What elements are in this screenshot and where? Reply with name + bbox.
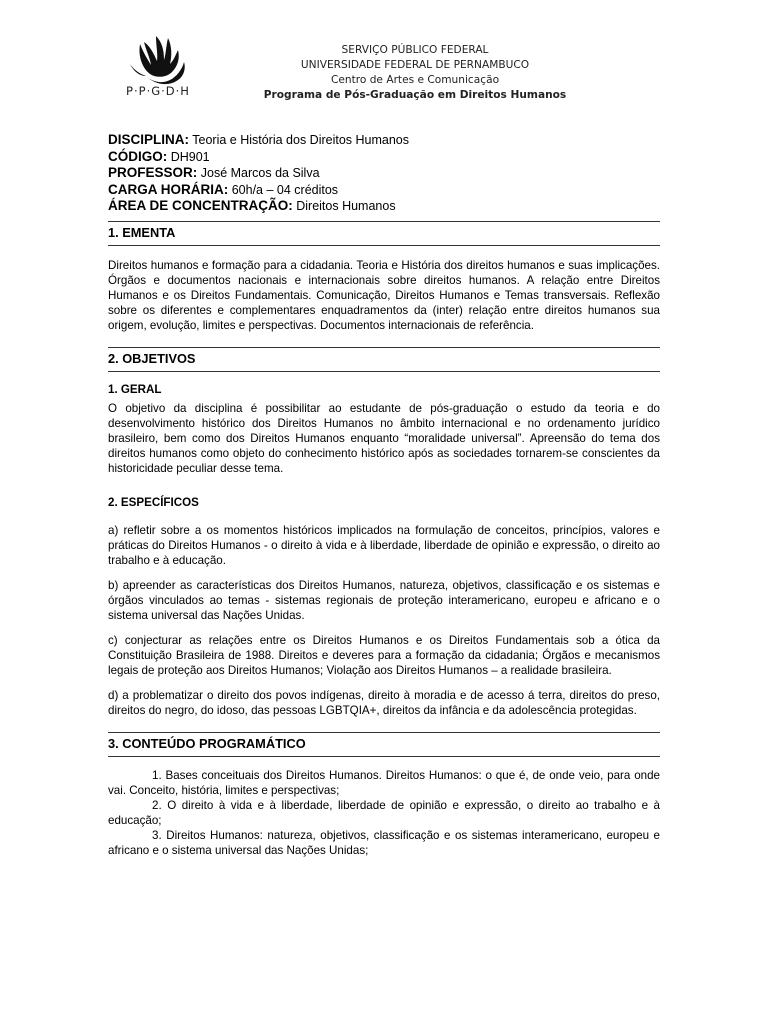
header-line-1: SERVIÇO PÚBLICO FEDERAL <box>341 44 489 56</box>
hand-logo-icon <box>126 34 190 86</box>
header-line-4: Programa de Pós-Graduação em Direitos Humanos <box>263 89 567 101</box>
header-line-2: UNIVERSIDADE FEDERAL DE PERNAMBUCO <box>300 59 530 71</box>
conteudo-item: 1. Bases conceituais dos Direitos Humanos. Direitos Humanos: o que é, de onde veio, para onde vai. Conceito, história, limites e perspectivas; <box>108 769 660 797</box>
professor-value: José Marcos da Silva <box>197 166 320 180</box>
ementa-text: Direitos humanos e formação para a cidadania. Teoria e História dos direitos humanos e suas implicações. Órgãos e documentos nacionais e internacionais sobre direitos humanos. A relação entre Direitos Humanos e os Direitos Fundamentais. Comunicação, Direitos Humanos e Temas transversais. Reflexão sobre os diferentes e complementares enquadramentos da (inter) relação entre direitos humanos sua origem, evolução, limites e perspectivas. Documentos internacionais de referência. <box>108 259 660 332</box>
carga-label: CARGA HORÁRIA: <box>108 181 229 197</box>
disciplina-value: Teoria e História dos Direitos Humanos <box>189 133 410 147</box>
info-codigo <box>108 149 668 166</box>
area-value: Direitos Humanos <box>292 199 396 213</box>
especifico-item: c) conjecturar as relações entre os Direitos Humanos e os Direitos Fundamentais sob a ótica da Constituição Brasileira de 1988. Direitos e deveres para a formação da cidadania; Órgãos e mecanismos legais de proteção aos Direitos Humanos; Violação aos Direitos Humanos – a realidade brasileira. <box>108 634 660 677</box>
section-title-conteudo: 3. CONTEÚDO PROGRAMÁTICO <box>108 732 660 757</box>
geral-text: O objetivo da disciplina é possibilitar ao estudante de pós-graduação o estudo da teoria e do desenvolvimento histórico dos Direitos Humanos no âmbito internacional e no ordenamento jurídico brasileiro, bem como dos Direitos Humanos enquanto “moralidade universal”. Apreensão do tema dos direitos humanos como objeto do conhecimento histórico após as sociedades tornarem-se conscientes da historicidade peculiar desse tema. <box>108 402 660 475</box>
institution-header <box>250 43 580 103</box>
subsection-especificos: 2. ESPECÍFICOS <box>108 496 199 509</box>
logo-text: P·P·G·D·H <box>126 84 190 98</box>
info-area <box>108 198 668 215</box>
conteudo-item: 3. Direitos Humanos: natureza, objetivos, classificação e os sistemas interamericano, europeu e africano e o sistema universal das Nações Unidas; <box>108 829 660 857</box>
section-title-ementa: 1. EMENTA <box>108 221 660 246</box>
disciplina-label: DISCIPLINA: <box>108 132 189 147</box>
conteudo-item: 2. O direito à vida e à liberdade, liberdade de opinião e expressão, o direito ao trabalho e à educação; <box>108 799 660 827</box>
info-professor <box>108 165 668 182</box>
section-title-objetivos: 2. OBJETIVOS <box>108 347 660 372</box>
codigo-value: DH901 <box>167 149 210 164</box>
document-body <box>108 221 660 858</box>
subsection-geral: 1. GERAL <box>108 383 162 396</box>
course-info <box>108 132 668 215</box>
professor-label: PROFESSOR: <box>108 165 198 180</box>
carga-value: 60h/a – 04 créditos <box>228 182 339 197</box>
especifico-item: a) refletir sobre a os momentos históricos implicados na formulação de conceitos, princípios, valores e práticas do Direitos Humanos - o direito à vida e à liberdade, liberdade de opinião e expressão, o direito ao trabalho e à educação. <box>108 524 660 567</box>
header-line-3: Centro de Artes e Comunicação <box>330 74 500 86</box>
ppgdh-logo <box>118 34 198 104</box>
info-carga <box>108 182 668 199</box>
especifico-item: b) apreender as características dos Direitos Humanos, natureza, objetivos, classificação e os sistemas e órgãos vinculados ao temas - sistemas regionais de proteção interamericano, europeu e africano e o sistema universal das Nações Unidas. <box>108 579 660 622</box>
area-label: ÁREA DE CONCENTRAÇÃO: <box>108 198 293 213</box>
especifico-item: d) a problematizar o direito dos povos indígenas, direito à moradia e de acesso á terra, direitos do preso, direitos do negro, do idoso, das pessoas LGBTQIA+, direitos da infância e da adolescência protegidas. <box>108 689 660 717</box>
codigo-label: CÓDIGO: <box>108 148 168 164</box>
info-disciplina <box>108 132 668 149</box>
